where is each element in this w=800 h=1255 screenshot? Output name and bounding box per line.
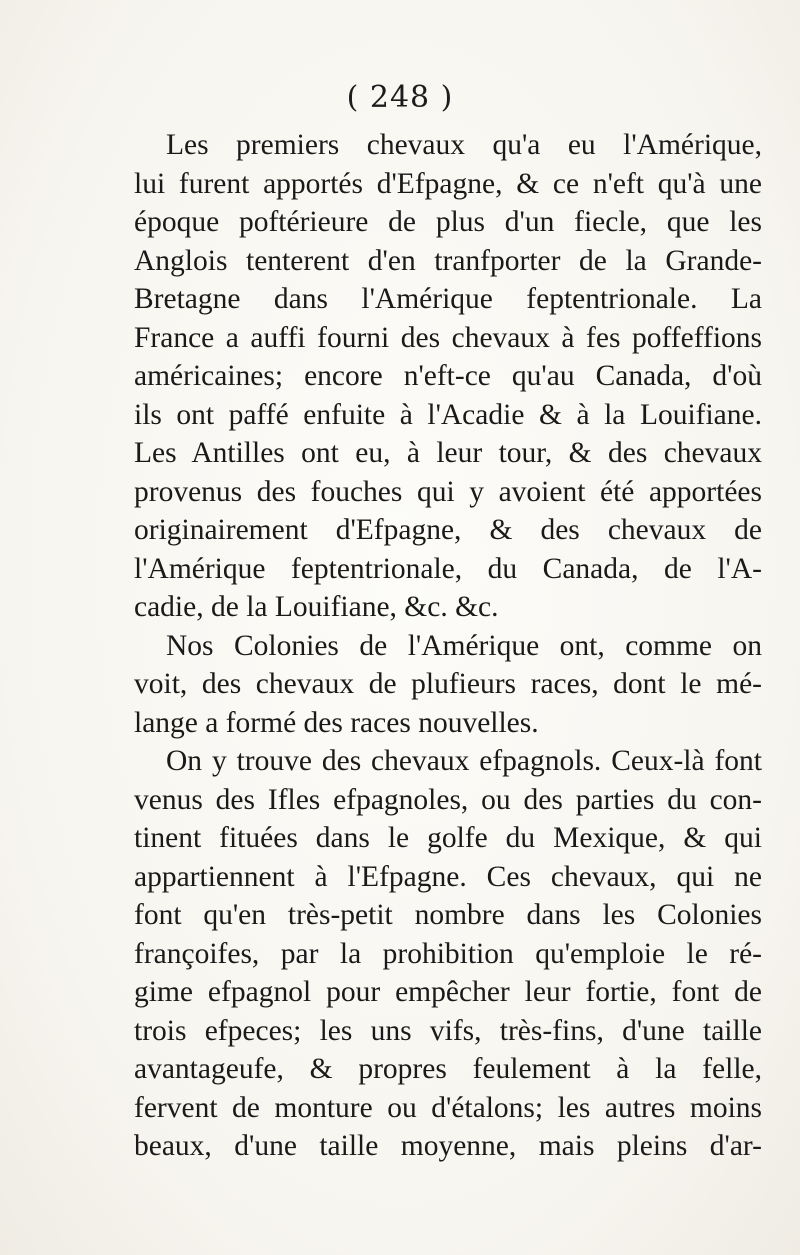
text-line: On y trouve des chevaux efpagnols. Ceux-là font [166, 745, 762, 777]
text-line: originairement d'Efpagne, & des chevaux de [134, 514, 762, 546]
text-line: France a auffi fourni des chevaux à fes poffeffions [134, 321, 762, 354]
text-line: trois efpeces; les uns vifs, très-fins, d'une taille [134, 1014, 762, 1047]
text-line: avantageufe, & propres feulement à la felle, [134, 1053, 762, 1085]
text-line: lange a formé des races nouvelles. [134, 706, 539, 739]
text-line: fervent de monture ou d'étalons; les autres moins [134, 1091, 762, 1124]
text-line: époque poftérieure de plus d'un fiecle, que les [134, 206, 762, 238]
text-line: voit, des chevaux de plufieurs races, dont le mé- [134, 668, 762, 700]
text-line: Anglois tenterent d'en tranfporter de la Grande- [134, 244, 762, 277]
text-line: ils ont paffé enfuite à l'Acadie & à la Louifiane. [134, 398, 762, 431]
paragraph [134, 126, 762, 627]
text-line: gime efpagnol pour empêcher leur fortie, font de [134, 976, 762, 1008]
text-body [134, 126, 762, 1166]
paragraph [134, 627, 762, 743]
text-line: provenus des fouches qui y avoient été apportées [134, 475, 762, 508]
text-line: venus des Ifles efpagnoles, ou des parties du con- [134, 783, 762, 816]
text-line: beaux, d'une taille moyenne, mais pleins d'ar- [134, 1130, 762, 1162]
text-line: lui furent apportés d'Efpagne, & ce n'eft qu'à une [134, 167, 762, 200]
text-line: cadie, de la Louifiane, &c. &c. [134, 591, 499, 623]
text-line: françoifes, par la prohibition qu'emploie le ré- [134, 937, 762, 970]
page-number: ( 248 ) [346, 80, 454, 115]
text-line: tinent fituées dans le golfe du Mexique, & qui [134, 822, 762, 854]
text-line: Nos Colonies de l'Amérique ont, comme on [166, 629, 762, 662]
text-line: Les premiers chevaux qu'a eu l'Amérique, [166, 129, 762, 161]
text-line: américaines; encore n'eft-ce qu'au Canada, d'où [134, 360, 762, 392]
text-line: font qu'en très-petit nombre dans les Colonies [134, 899, 762, 931]
text-line: Bretagne dans l'Amérique feptentrionale. La [134, 283, 762, 315]
text-line: l'Amérique feptentrionale, du Canada, de l'A- [134, 552, 762, 585]
text-line: appartiennent à l'Efpagne. Ces chevaux, qui ne [134, 860, 762, 893]
text-line: Les Antilles ont eu, à leur tour, & des chevaux [134, 437, 762, 469]
paragraph [134, 742, 762, 1166]
